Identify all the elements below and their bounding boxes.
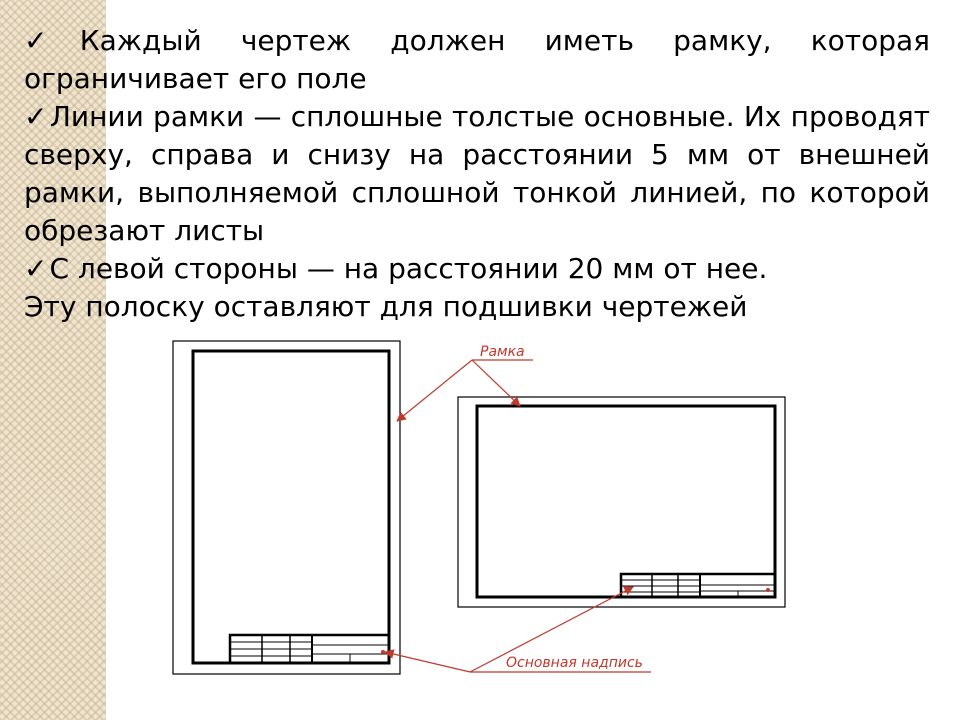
paragraph-text: Каждый чертеж должен иметь рамку, которая ограничивает его поле (24, 24, 930, 95)
vertical-title-block (230, 635, 389, 663)
check-icon: ✓ (24, 252, 48, 285)
horizontal-sheet-inner-frame (477, 406, 775, 597)
frame-leader-lines (397, 360, 533, 421)
title-block-marker (766, 588, 770, 592)
title-block-marker (381, 650, 385, 654)
vertical-sheet-inner-frame (193, 351, 389, 663)
check-icon: ✓ (24, 100, 48, 133)
paragraph-text: Линии рамки — сплошные толстые основные. Их проводят сверху, справа и снизу на расстоянии 5 мм от внешней рамки, выполняемой сплошной тонкой линией, по которой обрезают листы (24, 100, 930, 247)
frame-label: Рамка (480, 344, 525, 360)
check-icon: ✓ (24, 24, 78, 57)
vertical-sheet (173, 341, 400, 674)
horizontal-title-block (621, 574, 775, 597)
paragraph-text: С левой стороны — на расстоянии 20 мм от нее. (49, 252, 768, 285)
vertical-sheet-outer-frame (173, 341, 400, 674)
horizontal-sheet (458, 397, 785, 607)
title-block-label: Основная надпись (506, 655, 643, 671)
paragraph-text: Эту полоску оставляют для подшивки чертежей (24, 290, 748, 323)
